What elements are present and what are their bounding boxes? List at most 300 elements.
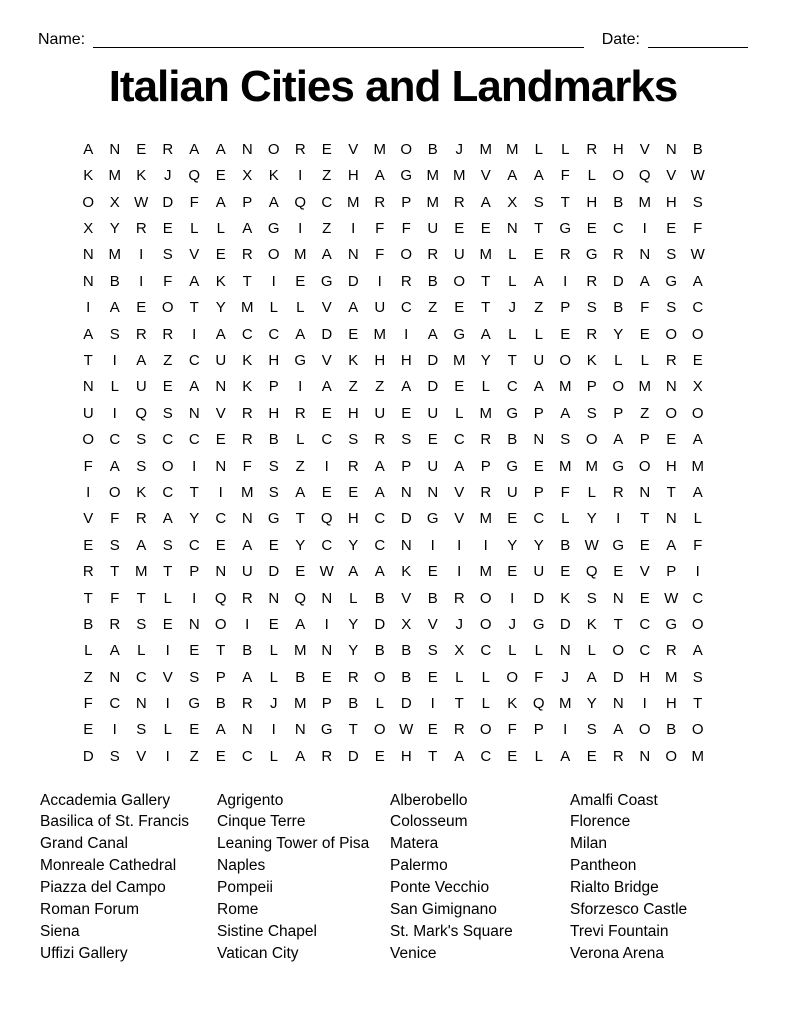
grid-letter: O	[161, 457, 174, 475]
grid-letter: K	[242, 352, 253, 369]
grid-letter: L	[587, 642, 596, 660]
grid-letter: L	[190, 220, 199, 238]
grid-letter: J	[270, 695, 278, 713]
grid-letter: E	[321, 404, 332, 422]
grid-letter: I	[298, 220, 303, 238]
grid-letter: I	[218, 483, 223, 501]
grid-letter: C	[109, 695, 121, 713]
grid-letter: P	[215, 668, 226, 686]
grid-letter: V	[321, 299, 332, 317]
grid-letter: U	[533, 563, 545, 581]
grid-letter: A	[215, 140, 226, 158]
grid-letter: S	[401, 431, 412, 449]
word-list-item: Grand Canal	[40, 835, 128, 853]
grid-letter: A	[613, 721, 624, 739]
grid-letter: O	[612, 167, 625, 185]
grid-letter: A	[295, 747, 306, 765]
grid-letter: T	[189, 299, 199, 317]
grid-letter: T	[428, 747, 438, 765]
word-list-item: Milan	[570, 835, 608, 853]
grid-letter: N	[188, 404, 200, 422]
grid-letter: T	[83, 589, 93, 607]
grid-letter: K	[242, 378, 253, 396]
grid-letter: O	[267, 246, 280, 264]
grid-letter: M	[347, 193, 360, 211]
word-list-item: Alberobello	[390, 791, 468, 809]
grid-letter: N	[82, 272, 94, 290]
grid-letter: P	[533, 721, 544, 739]
grid-letter: A	[215, 193, 226, 211]
grid-letter: Y	[586, 695, 597, 713]
grid-letter: E	[427, 721, 438, 739]
grid-letter: U	[427, 220, 439, 238]
grid-letter: R	[586, 325, 598, 343]
grid-letter: O	[691, 615, 704, 633]
grid-letter: G	[559, 220, 572, 238]
grid-letter: S	[162, 536, 173, 554]
grid-letter: E	[189, 642, 200, 660]
grid-letter: G	[267, 510, 280, 528]
word-list-column	[40, 790, 217, 965]
grid-letter: E	[321, 668, 332, 686]
grid-letter: N	[321, 589, 333, 607]
grid-letter: M	[108, 246, 121, 264]
grid-letter: I	[298, 378, 303, 396]
grid-letter: K	[136, 483, 147, 501]
grid-letter: P	[533, 404, 544, 422]
grid-letter: O	[506, 668, 519, 686]
grid-letter: W	[664, 589, 679, 607]
grid-letter: A	[109, 457, 120, 475]
grid-letter: Z	[534, 299, 544, 317]
grid-letter: J	[455, 615, 463, 633]
grid-letter: B	[692, 140, 703, 158]
grid-letter: A	[666, 536, 677, 554]
grid-letter: H	[665, 695, 677, 713]
grid-letter: R	[374, 431, 386, 449]
grid-letter: L	[481, 668, 490, 686]
grid-letter: B	[613, 193, 624, 211]
grid-letter: I	[192, 325, 197, 343]
grid-letter: Y	[507, 536, 518, 554]
grid-letter: O	[161, 299, 174, 317]
grid-letter: T	[242, 272, 252, 290]
grid-letter: Y	[348, 615, 359, 633]
grid-letter: N	[268, 589, 280, 607]
name-input-line[interactable]	[93, 31, 584, 48]
grid-letter: H	[400, 747, 412, 765]
grid-letter: R	[241, 695, 253, 713]
grid-letter: Q	[294, 193, 307, 211]
grid-letter: O	[559, 352, 572, 369]
word-list-column	[570, 790, 687, 965]
grid-letter: W	[690, 246, 705, 264]
grid-letter: L	[216, 220, 225, 238]
grid-letter: V	[639, 140, 650, 158]
grid-letter: Q	[294, 589, 307, 607]
grid-letter: L	[84, 642, 93, 660]
grid-letter: H	[347, 167, 359, 185]
grid-letter: V	[639, 563, 650, 581]
grid-letter: U	[427, 457, 439, 475]
grid-letter: I	[271, 272, 276, 290]
grid-letter: N	[559, 642, 571, 660]
grid-letter: T	[560, 193, 570, 211]
grid-letter: I	[510, 589, 515, 607]
grid-letter: F	[110, 589, 120, 607]
grid-letter: E	[666, 220, 677, 238]
grid-letter: P	[242, 193, 253, 211]
grid-letter: C	[215, 510, 227, 528]
grid-letter: R	[612, 246, 624, 264]
grid-letter: A	[242, 668, 253, 686]
grid-letter: Z	[348, 378, 358, 396]
grid-letter: V	[136, 747, 147, 765]
grid-letter: A	[83, 325, 94, 343]
grid-letter: E	[666, 431, 677, 449]
grid-letter: D	[268, 563, 280, 581]
grid-letter: I	[377, 272, 382, 290]
grid-letter: S	[136, 457, 147, 475]
grid-letter: C	[321, 193, 333, 211]
grid-letter: N	[215, 378, 227, 396]
date-input-line[interactable]	[648, 31, 748, 48]
grid-letter: Z	[189, 747, 199, 765]
grid-letter: Q	[532, 695, 545, 713]
grid-letter: N	[665, 510, 677, 528]
grid-letter: O	[691, 721, 704, 739]
grid-letter: A	[295, 325, 306, 343]
grid-letter: I	[86, 299, 91, 317]
grid-letter: H	[665, 457, 677, 475]
grid-letter: N	[241, 140, 253, 158]
grid-letter: A	[295, 483, 306, 501]
grid-letter: A	[427, 325, 438, 343]
grid-letter: B	[242, 642, 253, 660]
grid-letter: R	[453, 721, 465, 739]
grid-letter: E	[136, 140, 147, 158]
grid-letter: U	[374, 299, 386, 317]
grid-letter: Y	[613, 325, 624, 343]
grid-letter: R	[612, 747, 624, 765]
grid-letter: O	[479, 589, 492, 607]
grid-letter: A	[480, 193, 491, 211]
grid-letter: R	[347, 457, 359, 475]
grid-letter: E	[215, 167, 226, 185]
grid-letter: F	[83, 695, 93, 713]
grid-letter: S	[109, 536, 120, 554]
grid-letter: O	[214, 615, 227, 633]
grid-letter: L	[534, 642, 543, 660]
grid-letter: P	[268, 378, 279, 396]
grid-letter: I	[457, 536, 462, 554]
grid-letter: C	[268, 325, 280, 343]
grid-letter: N	[612, 695, 624, 713]
grid-letter: A	[215, 721, 226, 739]
grid-letter: G	[400, 167, 413, 185]
grid-letter: S	[162, 246, 173, 264]
grid-letter: C	[109, 431, 121, 449]
grid-letter: K	[215, 272, 226, 290]
grid-letter: I	[642, 220, 647, 238]
grid-letter: R	[427, 246, 439, 264]
grid-letter: R	[453, 193, 465, 211]
grid-letter: S	[560, 431, 571, 449]
grid-letter: N	[241, 510, 253, 528]
grid-letter: C	[692, 299, 704, 317]
grid-letter: O	[665, 747, 678, 765]
grid-letter: M	[559, 695, 572, 713]
word-list-item: Colosseum	[390, 813, 468, 831]
grid-letter: E	[162, 220, 173, 238]
grid-letter: P	[560, 299, 571, 317]
grid-letter: N	[612, 589, 624, 607]
grid-letter: M	[453, 167, 466, 185]
grid-letter: H	[612, 140, 624, 158]
grid-letter: T	[666, 483, 676, 501]
grid-letter: V	[189, 246, 200, 264]
grid-letter: B	[427, 272, 438, 290]
word-list-item: San Gimignano	[390, 901, 497, 919]
grid-letter: I	[457, 563, 462, 581]
grid-letter: C	[162, 431, 174, 449]
grid-letter: M	[479, 140, 492, 158]
grid-letter: S	[666, 299, 677, 317]
grid-letter: T	[189, 483, 199, 501]
grid-letter: E	[83, 536, 94, 554]
grid-letter: K	[83, 167, 94, 185]
word-list-item: Pantheon	[570, 857, 637, 875]
word-list-item: Sforzesco Castle	[570, 901, 688, 919]
grid-letter: H	[347, 404, 359, 422]
grid-letter: E	[692, 352, 703, 369]
grid-letter: F	[640, 299, 650, 317]
grid-letter: V	[427, 615, 438, 633]
grid-letter: B	[401, 642, 412, 660]
grid-letter: E	[639, 536, 650, 554]
grid-letter: C	[612, 220, 624, 238]
grid-letter: R	[612, 483, 624, 501]
word-list-item: Agrigento	[217, 791, 284, 809]
grid-letter: L	[163, 589, 172, 607]
grid-letter: A	[454, 747, 465, 765]
grid-letter: A	[189, 378, 200, 396]
grid-letter: S	[268, 483, 279, 501]
grid-letter: I	[695, 563, 700, 581]
word-list-item: Verona Arena	[570, 944, 664, 962]
grid-letter: D	[347, 272, 359, 290]
grid-letter: A	[83, 140, 94, 158]
grid-letter: O	[585, 431, 598, 449]
grid-letter: D	[427, 378, 439, 396]
grid-letter: I	[86, 483, 91, 501]
grid-letter: A	[348, 299, 359, 317]
grid-letter: C	[241, 747, 253, 765]
grid-letter: I	[351, 220, 356, 238]
grid-letter: C	[374, 510, 386, 528]
grid-letter: C	[188, 352, 200, 369]
grid-letter: E	[215, 747, 226, 765]
grid-letter: Y	[109, 220, 120, 238]
grid-letter: A	[268, 193, 279, 211]
grid-letter: T	[295, 510, 305, 528]
grid-letter: E	[507, 510, 518, 528]
grid-letter: L	[534, 325, 543, 343]
grid-letter: S	[586, 404, 597, 422]
grid-letter: S	[586, 299, 597, 317]
word-list-item: Pompeii	[217, 879, 273, 897]
letter-grid	[75, 136, 711, 769]
grid-letter: N	[82, 378, 94, 396]
grid-letter: L	[614, 352, 623, 369]
grid-letter: L	[508, 325, 517, 343]
grid-letter: Z	[163, 352, 173, 369]
grid-letter: D	[82, 747, 94, 765]
grid-letter: X	[83, 220, 94, 238]
grid-letter: V	[162, 668, 173, 686]
grid-letter: V	[480, 167, 491, 185]
grid-letter: P	[613, 404, 624, 422]
grid-letter: L	[349, 589, 358, 607]
grid-letter: R	[241, 404, 253, 422]
grid-letter: O	[373, 721, 386, 739]
grid-letter: E	[533, 246, 544, 264]
grid-letter: P	[533, 483, 544, 501]
grid-letter: H	[268, 404, 280, 422]
grid-letter: S	[427, 642, 438, 660]
grid-letter: X	[242, 167, 253, 185]
grid-letter: Z	[322, 167, 332, 185]
grid-letter: E	[83, 721, 94, 739]
grid-letter: G	[426, 510, 439, 528]
grid-letter: N	[321, 642, 333, 660]
grid-letter: A	[533, 378, 544, 396]
grid-letter: I	[112, 352, 117, 369]
grid-letter: O	[267, 140, 280, 158]
word-list-column	[217, 790, 390, 965]
grid-letter: L	[269, 668, 278, 686]
grid-letter: E	[507, 563, 518, 581]
grid-letter: I	[245, 615, 250, 633]
grid-letter: O	[691, 404, 704, 422]
grid-letter: M	[691, 747, 704, 765]
grid-letter: M	[479, 246, 492, 264]
grid-letter: L	[269, 747, 278, 765]
grid-letter: B	[83, 615, 94, 633]
grid-letter: A	[242, 536, 253, 554]
grid-letter: U	[374, 404, 386, 422]
grid-letter: L	[534, 747, 543, 765]
grid-letter: M	[294, 246, 307, 264]
grid-letter: I	[324, 615, 329, 633]
grid-letter: B	[374, 589, 385, 607]
grid-letter: F	[242, 457, 252, 475]
grid-letter: P	[586, 378, 597, 396]
grid-letter: W	[134, 193, 149, 211]
word-list-column	[390, 790, 570, 965]
grid-letter: T	[640, 510, 650, 528]
grid-letter: X	[109, 193, 120, 211]
grid-letter: P	[401, 193, 412, 211]
grid-letter: C	[639, 642, 651, 660]
grid-letter: N	[427, 483, 439, 501]
grid-letter: X	[401, 615, 412, 633]
grid-letter: A	[321, 246, 332, 264]
grid-letter: L	[640, 352, 649, 369]
grid-letter: A	[242, 220, 253, 238]
grid-letter: H	[268, 352, 280, 369]
grid-letter: Z	[640, 404, 650, 422]
grid-letter: D	[162, 193, 174, 211]
grid-letter: C	[400, 299, 412, 317]
grid-letter: R	[321, 747, 333, 765]
grid-letter: I	[139, 272, 144, 290]
grid-letter: G	[294, 352, 307, 369]
grid-letter: D	[612, 668, 624, 686]
grid-letter: Q	[188, 167, 201, 185]
grid-letter: Z	[375, 378, 385, 396]
grid-letter: E	[427, 563, 438, 581]
grid-letter: I	[165, 695, 170, 713]
grid-letter: T	[454, 695, 464, 713]
grid-letter: V	[83, 510, 94, 528]
grid-letter: G	[612, 457, 625, 475]
grid-letter: M	[559, 457, 572, 475]
grid-letter: I	[112, 404, 117, 422]
grid-letter: L	[163, 721, 172, 739]
grid-letter: K	[401, 563, 412, 581]
grid-letter: B	[666, 721, 677, 739]
grid-letter: R	[162, 140, 174, 158]
grid-letter: A	[507, 167, 518, 185]
grid-letter: E	[136, 299, 147, 317]
grid-letter: L	[508, 642, 517, 660]
grid-letter: C	[188, 536, 200, 554]
grid-letter: A	[374, 167, 385, 185]
grid-letter: R	[294, 404, 306, 422]
grid-letter: H	[347, 510, 359, 528]
grid-letter: N	[188, 615, 200, 633]
grid-letter: R	[586, 140, 598, 158]
grid-letter: E	[427, 668, 438, 686]
grid-letter: T	[481, 272, 491, 290]
grid-letter: O	[612, 642, 625, 660]
grid-letter: A	[692, 431, 703, 449]
word-list-item: Sistine Chapel	[217, 923, 317, 940]
grid-letter: C	[241, 325, 253, 343]
grid-letter: R	[665, 352, 677, 369]
grid-letter: X	[507, 193, 518, 211]
grid-letter: G	[612, 536, 625, 554]
grid-letter: A	[560, 747, 571, 765]
grid-letter: E	[401, 404, 412, 422]
grid-letter: B	[295, 668, 306, 686]
grid-letter: I	[642, 695, 647, 713]
grid-letter: N	[294, 721, 306, 739]
grid-letter: A	[639, 272, 650, 290]
grid-letter: V	[215, 404, 226, 422]
grid-letter: O	[638, 721, 651, 739]
grid-letter: H	[586, 193, 598, 211]
grid-letter: L	[455, 668, 464, 686]
grid-letter: G	[665, 615, 678, 633]
word-list-item: St. Mark's Square	[390, 923, 513, 940]
word-list-item: Cinque Terre	[217, 813, 306, 831]
word-list-item: Amalfi Coast	[570, 791, 658, 809]
grid-letter: M	[479, 510, 492, 528]
grid-letter: Y	[533, 536, 544, 554]
grid-letter: B	[348, 695, 359, 713]
